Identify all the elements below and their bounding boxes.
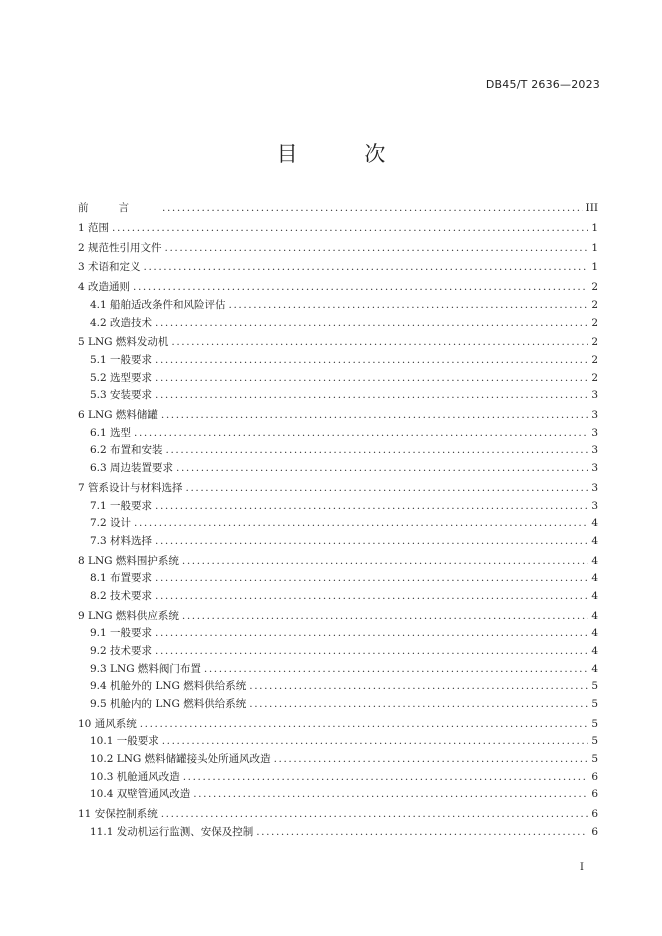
toc-entry-page: 3 — [591, 462, 598, 475]
toc-entry-label: 10 通风系统 — [78, 717, 137, 730]
toc-entry-label: 6.3 周边装置要求 — [90, 462, 174, 475]
toc-entry-label: 9.1 一般要求 — [90, 627, 153, 640]
toc-leader-dots — [186, 480, 589, 498]
toc-entry-label: 4 改造通则 — [78, 281, 131, 294]
toc-entry[interactable] — [78, 334, 598, 352]
toc-entry-label: 4.1 船舶适改条件和风险评估 — [90, 298, 226, 311]
toc-entry-label: 7.2 设计 — [90, 517, 132, 530]
toc-leader-dots — [166, 442, 589, 460]
toc-entry[interactable] — [78, 315, 598, 333]
toc-entry-page: 2 — [591, 316, 598, 329]
toc-entry-label: 前言 — [78, 202, 159, 214]
toc-leader-dots — [155, 498, 588, 516]
toc-leader-dots — [249, 678, 588, 696]
toc-leader-dots — [162, 733, 589, 751]
toc-entry-label: 6 LNG 燃料储罐 — [78, 409, 158, 422]
toc-entry-label: 8.1 布置要求 — [90, 572, 153, 585]
toc-leader-dots — [176, 460, 588, 478]
toc-entry-label: 9 LNG 燃料供应系统 — [78, 609, 179, 622]
toc-entry[interactable] — [78, 200, 598, 218]
toc-leader-dots — [274, 751, 589, 769]
table-of-contents — [78, 200, 598, 841]
toc-entry-label: 5.1 一般要求 — [90, 354, 153, 367]
toc-leader-dots — [171, 334, 588, 352]
toc-entry-page: 5 — [591, 697, 598, 710]
toc-entry-page: 3 — [591, 481, 598, 494]
toc-entry-label: 10.1 一般要求 — [90, 735, 159, 748]
toc-entry-page: 2 — [591, 336, 598, 349]
toc-entry-page: 2 — [591, 298, 598, 311]
toc-entry-page: 4 — [591, 554, 598, 567]
toc-entry-label: 11.1 发动机运行监测、安保及控制 — [90, 825, 254, 838]
toc-entry[interactable] — [78, 553, 598, 571]
toc-leader-dots — [162, 200, 583, 218]
toc-entry-label: 6.1 选型 — [90, 426, 132, 439]
toc-entry-page: 6 — [591, 808, 598, 821]
toc-title: 目 次 — [276, 142, 416, 166]
toc-leader-dots — [182, 608, 588, 626]
toc-entry-label: 7 管系设计与材料选择 — [78, 481, 183, 494]
toc-leader-dots — [155, 352, 588, 370]
toc-entry-page: 2 — [591, 281, 598, 294]
toc-leader-dots — [249, 696, 588, 714]
toc-entry[interactable] — [78, 751, 598, 769]
toc-leader-dots — [165, 240, 589, 258]
toc-leader-dots — [155, 588, 588, 606]
toc-leader-dots — [144, 259, 589, 277]
toc-leader-dots — [204, 661, 588, 679]
toc-entry[interactable] — [78, 643, 598, 661]
toc-entry[interactable] — [78, 442, 598, 460]
toc-leader-dots — [256, 824, 588, 842]
toc-entry[interactable] — [78, 625, 598, 643]
toc-entry-label: 7.1 一般要求 — [90, 499, 153, 512]
toc-entry-page: 1 — [591, 221, 598, 234]
toc-entry-page: 1 — [591, 261, 598, 274]
toc-entry[interactable] — [78, 352, 598, 370]
toc-entry[interactable] — [78, 769, 598, 787]
toc-entry-page: 3 — [591, 409, 598, 422]
toc-entry-page: 4 — [591, 627, 598, 640]
toc-entry-page: 6 — [591, 825, 598, 838]
toc-entry-page: 1 — [591, 241, 598, 254]
toc-leader-dots — [140, 716, 589, 734]
toc-entry-label: 9.4 机舱外的 LNG 燃料供给系统 — [90, 680, 247, 693]
toc-entry-label: 5 LNG 燃料发动机 — [78, 336, 169, 349]
toc-entry-page: 5 — [591, 680, 598, 693]
toc-entry-label: 2 规范性引用文件 — [78, 241, 162, 254]
toc-entry[interactable] — [78, 533, 598, 551]
toc-entry[interactable] — [78, 608, 598, 626]
toc-entry-page: 4 — [591, 662, 598, 675]
toc-entry[interactable] — [78, 297, 598, 315]
toc-entry-page: 4 — [591, 572, 598, 585]
toc-entry[interactable] — [78, 588, 598, 606]
toc-entry-label: 9.2 技术要求 — [90, 645, 153, 658]
toc-leader-dots — [161, 407, 588, 425]
toc-leader-dots — [155, 315, 588, 333]
toc-entry[interactable] — [78, 240, 598, 258]
toc-leader-dots — [155, 625, 588, 643]
toc-entry[interactable] — [78, 786, 598, 804]
toc-entry-page: 3 — [591, 389, 598, 402]
toc-entry-page: III — [585, 202, 598, 214]
toc-entry-label: 11 安保控制系统 — [78, 808, 158, 821]
toc-leader-dots — [134, 425, 588, 443]
document-id: DB45/T 2636—2023 — [485, 78, 600, 91]
toc-entry-page: 5 — [591, 735, 598, 748]
toc-entry-page: 4 — [591, 517, 598, 530]
toc-leader-dots — [155, 533, 588, 551]
toc-leader-dots — [229, 297, 589, 315]
toc-entry-label: 7.3 材料选择 — [90, 534, 153, 547]
toc-entry[interactable] — [78, 387, 598, 405]
toc-entry-page: 5 — [591, 717, 598, 730]
toc-entry[interactable] — [78, 661, 598, 679]
toc-entry[interactable] — [78, 370, 598, 388]
toc-entry-label: 8.2 技术要求 — [90, 589, 153, 602]
toc-leader-dots — [155, 387, 588, 405]
toc-leader-dots — [155, 370, 588, 388]
toc-leader-dots — [183, 769, 589, 787]
toc-entry[interactable] — [78, 259, 598, 277]
toc-entry-label: 6.2 布置和安装 — [90, 444, 163, 457]
toc-entry[interactable] — [78, 570, 598, 588]
toc-entry-label: 5.3 安装要求 — [90, 389, 153, 402]
toc-entry-label: 1 范围 — [78, 221, 110, 234]
toc-entry[interactable] — [78, 716, 598, 734]
toc-entry[interactable] — [78, 279, 598, 297]
toc-entry-page: 4 — [591, 534, 598, 547]
toc-entry[interactable] — [78, 824, 598, 842]
toc-entry[interactable] — [78, 425, 598, 443]
toc-entry-page: 4 — [591, 589, 598, 602]
toc-leader-dots — [155, 643, 588, 661]
toc-entry[interactable] — [78, 696, 598, 714]
toc-entry-label: 9.3 LNG 燃料阀门布置 — [90, 662, 201, 675]
toc-entry-page: 4 — [591, 645, 598, 658]
toc-entry-page: 6 — [591, 770, 598, 783]
toc-leader-dots — [133, 279, 588, 297]
toc-entry[interactable] — [78, 498, 598, 516]
toc-entry-page: 3 — [591, 444, 598, 457]
toc-entry-page: 2 — [591, 371, 598, 384]
toc-leader-dots — [155, 570, 588, 588]
toc-entry[interactable] — [78, 678, 598, 696]
toc-entry-label: 5.2 选型要求 — [90, 371, 153, 384]
toc-leader-dots — [112, 220, 588, 238]
toc-entry-page: 3 — [591, 499, 598, 512]
toc-leader-dots — [134, 515, 588, 533]
toc-entry[interactable] — [78, 515, 598, 533]
toc-entry-page: 4 — [591, 609, 598, 622]
toc-leader-dots — [161, 806, 589, 824]
toc-entry-page: 3 — [591, 426, 598, 439]
toc-entry-label: 9.5 机舱内的 LNG 燃料供给系统 — [90, 697, 247, 710]
toc-entry[interactable] — [78, 407, 598, 425]
toc-entry-label: 8 LNG 燃料围护系统 — [78, 554, 179, 567]
toc-entry[interactable] — [78, 480, 598, 498]
toc-entry[interactable] — [78, 806, 598, 824]
toc-leader-dots — [182, 553, 588, 571]
toc-entry-page: 5 — [591, 753, 598, 766]
page-number: I — [580, 862, 584, 873]
toc-entry-label: 10.2 LNG 燃料储罐接头处所通风改造 — [90, 753, 271, 766]
toc-entry[interactable] — [78, 460, 598, 478]
toc-entry[interactable] — [78, 733, 598, 751]
toc-entry-label: 10.4 双壁管通风改造 — [90, 788, 191, 801]
toc-entry-label: 4.2 改造技术 — [90, 316, 153, 329]
toc-entry-page: 2 — [591, 354, 598, 367]
toc-entry-label: 10.3 机舱通风改造 — [90, 770, 180, 783]
toc-leader-dots — [193, 786, 588, 804]
toc-entry[interactable] — [78, 220, 598, 238]
toc-entry-label: 3 术语和定义 — [78, 261, 141, 274]
toc-entry-page: 6 — [591, 788, 598, 801]
